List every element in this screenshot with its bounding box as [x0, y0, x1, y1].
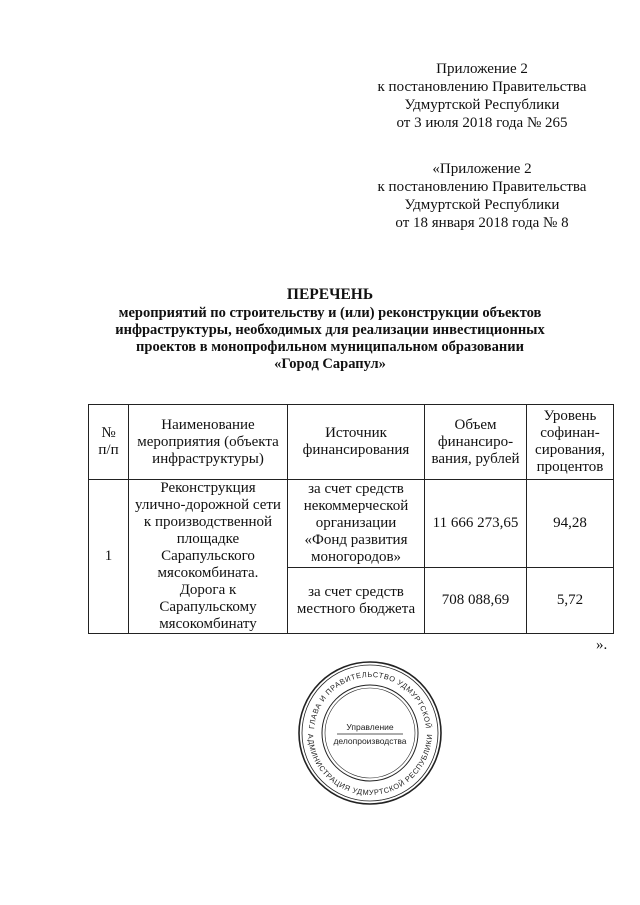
stamp-inner-line: делопроизводства [333, 736, 407, 746]
original-appendix-note [362, 160, 602, 232]
appendix-line: от 3 июля 2018 года № 265 [396, 115, 568, 131]
measures-table [88, 404, 614, 634]
funding-volume: 708 088,69 [425, 568, 527, 634]
measure-name: Реконструкция улично-дорожной сети к производственной площадке Сарапульского мясокомбината. Дорога к Сарапульскому мясокомбинату [129, 480, 288, 634]
closing-quote: ». [596, 637, 608, 653]
table-row [89, 480, 614, 568]
appendix-line: Приложение 2 [436, 61, 528, 77]
title-line: «Город Сарапул» [274, 356, 386, 372]
svg-text:ГЛАВА И ПРАВИТЕЛЬСТВО УДМУРТСК [307, 670, 433, 729]
header-num: № п/п [89, 405, 129, 480]
stamp-ring-bottom: АДМИНИСТРАЦИЯ УДМУРТСКОЙ РЕСПУБЛИКИ [305, 733, 435, 798]
stamp-inner-line: Управление [346, 722, 394, 732]
title-line: проектов в монопрофильном муниципальном образовании [136, 339, 524, 355]
header-name: Наименование мероприятия (объекта инфраструктуры) [129, 405, 288, 480]
appendix-line: от 18 января 2018 года № 8 [395, 215, 569, 231]
official-stamp [297, 660, 443, 806]
table-header-row [89, 405, 614, 480]
appendix-line: к постановлению Правительства [377, 179, 587, 195]
appendix-line: «Приложение 2 [432, 161, 532, 177]
current-appendix-note [362, 60, 602, 132]
title-line: мероприятий по строительству и (или) реконструкции объектов [118, 305, 542, 321]
stamp-ring-top: ГЛАВА И ПРАВИТЕЛЬСТВО УДМУРТСКОЙ [307, 669, 433, 730]
appendix-line: Удмуртской Республики [404, 97, 560, 113]
header-volume: Объем финансиро- вания, рублей [425, 405, 527, 480]
header-level: Уровень софинан- сирования, процентов [527, 405, 614, 480]
row-number: 1 [89, 480, 129, 634]
cofinancing-level: 5,72 [527, 568, 614, 634]
title-line: инфраструктуры, необходимых для реализации инвестиционных [115, 322, 545, 338]
header-source: Источник финансирования [288, 405, 425, 480]
funding-source: за счет средств некоммерческой организации «Фонд развития моногородов» [288, 480, 425, 568]
funding-volume: 11 666 273,65 [425, 480, 527, 568]
appendix-line: Удмуртской Республики [404, 197, 560, 213]
title-heading: ПЕРЕЧЕНЬ [286, 286, 374, 303]
appendix-line: к постановлению Правительства [377, 79, 587, 95]
document-title [80, 286, 580, 373]
cofinancing-level: 94,28 [527, 480, 614, 568]
funding-source: за счет средств местного бюджета [288, 568, 425, 634]
